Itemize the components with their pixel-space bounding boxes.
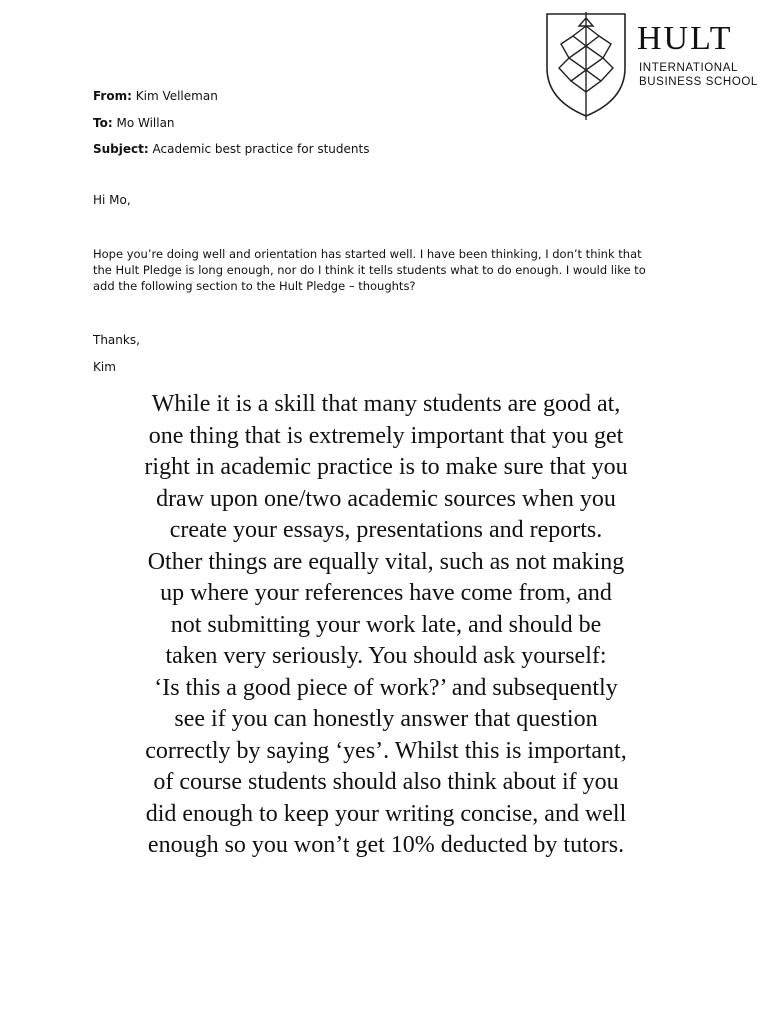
logo-name: HULT	[637, 20, 733, 57]
from-value: Kim Velleman	[135, 89, 218, 103]
pledge-line: While it is a skill that many students are good at,	[151, 391, 621, 417]
pledge-line: did enough to keep your writing concise, and well	[145, 800, 627, 827]
pledge-line: of course students should also think about if you	[153, 769, 619, 795]
email-greeting: Hi Mo,	[93, 193, 131, 207]
pledge-line: draw upon one/two academic sources when you	[156, 485, 616, 512]
to-line	[93, 113, 653, 140]
logo-subtitle	[639, 61, 758, 89]
pledge-line: Other things are equally vital, such as not making	[147, 548, 625, 575]
pledge-line: correctly by saying ‘yes’. Whilst this is important,	[145, 737, 627, 764]
pledge-line: see if you can honestly answer that question	[174, 706, 598, 732]
logo-subtitle-line-2: BUSINESS SCHOOL	[639, 76, 758, 88]
subject-label: Subject:	[93, 142, 149, 156]
from-line	[93, 86, 653, 113]
pledge-line: up where your references have come from, and	[160, 580, 612, 606]
pledge-line: enough so you won’t get 10% deducted by tutors.	[147, 832, 625, 858]
from-label: From:	[93, 89, 132, 103]
to-value: Mo Willan	[116, 115, 175, 130]
pledge-section	[96, 389, 676, 862]
logo-subtitle-line-1: INTERNATIONAL	[639, 62, 738, 74]
pledge-line: create your essays, presentations and reports.	[169, 517, 603, 543]
subject-value: Academic best practice for students	[152, 142, 370, 156]
to-label: To:	[93, 115, 113, 130]
email-body: Hope you’re doing well and orientation has started well. I have been thinking, I don’t think that the Hult Pledge is long enough, nor do I think it tells students what to do enough. I would like to add the following section to the Hult Pledge – thoughts?	[93, 247, 646, 293]
pledge-line: right in academic practice is to make sure that you	[144, 454, 628, 480]
pledge-line: not submitting your work late, and should be	[170, 611, 602, 638]
pledge-line: one thing that is extremely important that you get	[148, 422, 624, 449]
email-header	[93, 86, 653, 166]
email-signature: Kim	[93, 360, 116, 374]
subject-line	[93, 139, 653, 166]
email-closing: Thanks,	[93, 333, 140, 347]
pledge-line: taken very seriously. You should ask yourself:	[165, 643, 607, 669]
pledge-line: ‘Is this a good piece of work?’ and subsequently	[154, 674, 618, 701]
